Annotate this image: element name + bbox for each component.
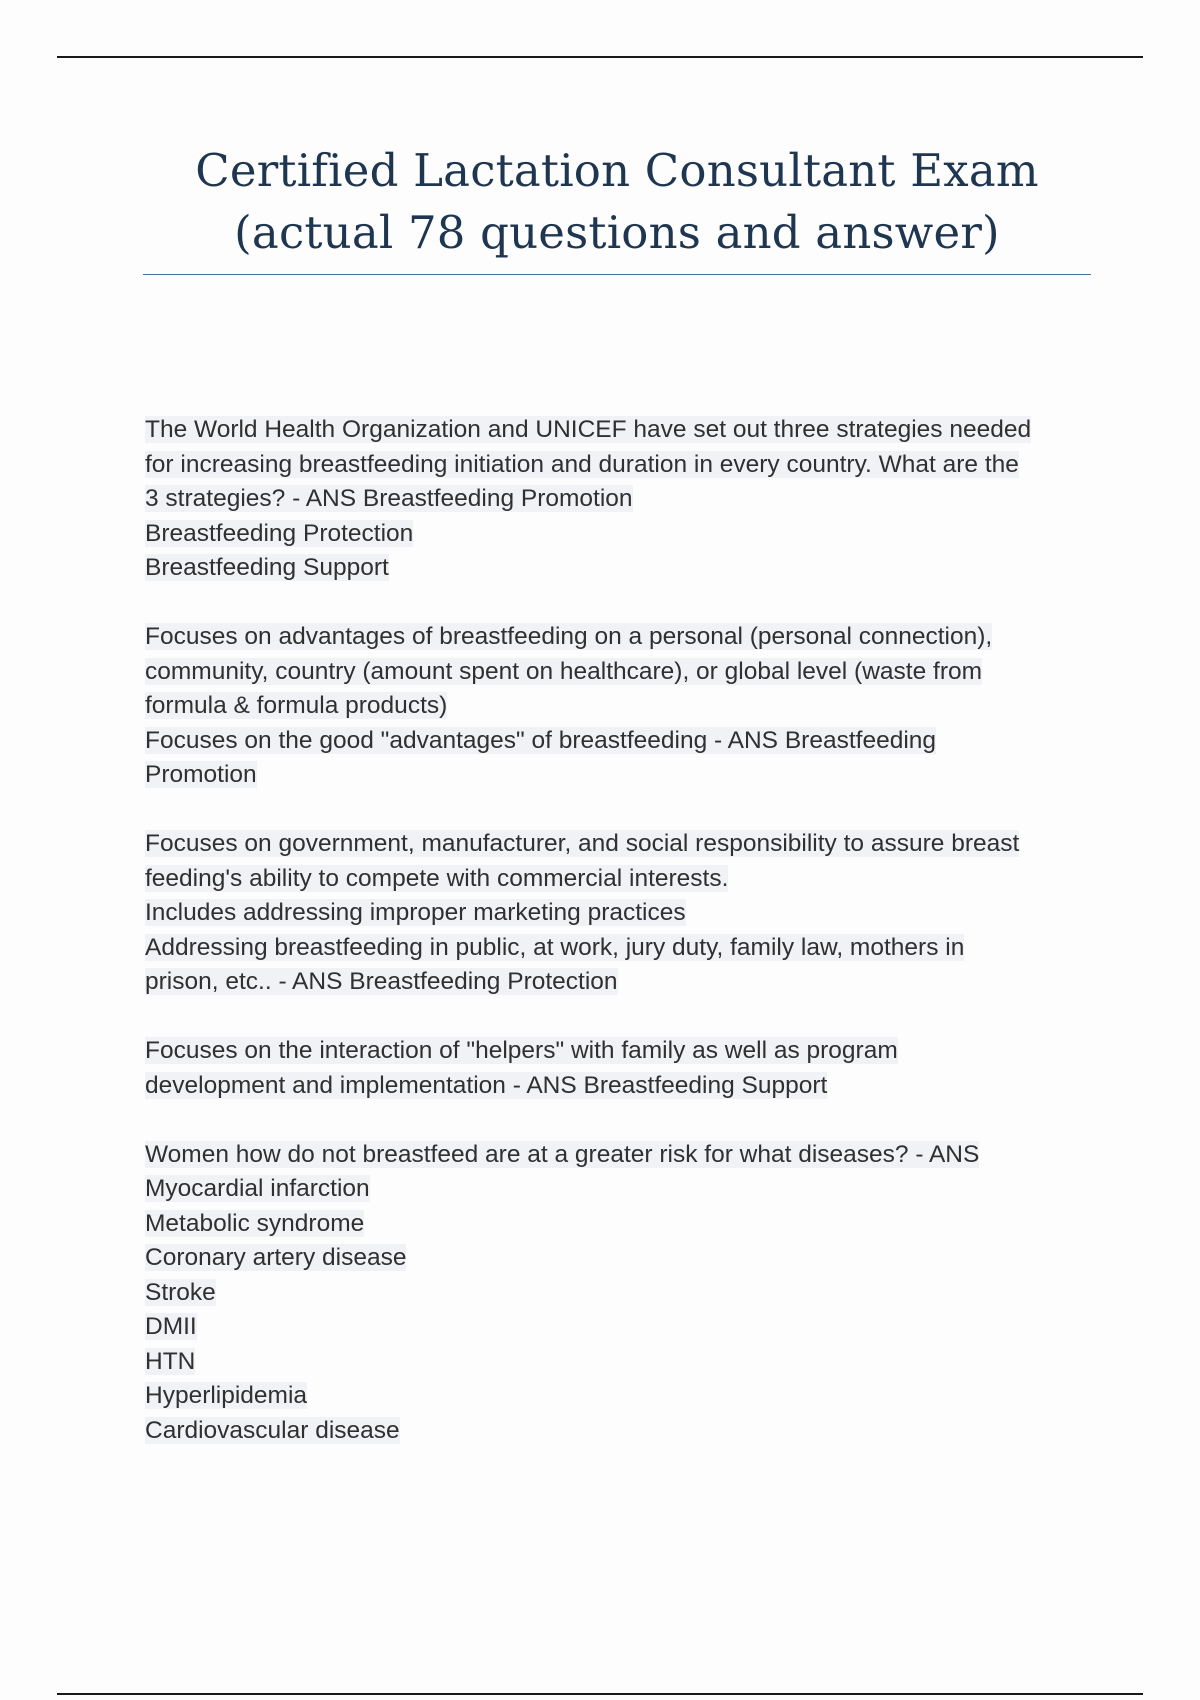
- text-line: HTN: [145, 1347, 196, 1375]
- text-line: Focuses on government, manufacturer, and social responsibility to assure breast: [145, 830, 1020, 857]
- text-line: Focuses on the interaction of "helpers" with family as well as program: [145, 1037, 898, 1064]
- text-line: Hyperlipidemia: [145, 1382, 308, 1409]
- text-line: Promotion: [145, 761, 257, 788]
- text-line: Cardiovascular disease: [145, 1416, 400, 1444]
- text-line: formula & formula products): [145, 692, 448, 719]
- text-line: Breastfeeding Protection: [145, 519, 414, 547]
- text-line: Breastfeeding Support: [145, 554, 389, 581]
- footer-rule: [57, 1693, 1143, 1695]
- qa-block-1: [145, 413, 1105, 586]
- text-line: The World Health Organization and UNICEF have set out three strategies needed: [145, 416, 1032, 443]
- page-title: [143, 140, 1091, 275]
- text-line: community, country (amount spent on healthcare), or global level (waste from: [145, 657, 983, 685]
- text-line: Focuses on the good "advantages" of breastfeeding - ANS Breastfeeding: [145, 726, 937, 754]
- text-line: for increasing breastfeeding initiation and duration in every country. What are the: [145, 450, 1019, 478]
- text-line: Focuses on advantages of breastfeeding on a personal (personal connection),: [145, 623, 993, 650]
- text-line: prison, etc.. - ANS Breastfeeding Protection: [145, 968, 618, 995]
- title-line: Certified Lactation Consultant Exam: [195, 144, 1039, 197]
- text-line: DMII: [145, 1313, 197, 1340]
- text-line: 3 strategies? - ANS Breastfeeding Promotion: [145, 485, 633, 512]
- text-line: Women how do not breastfeed are at a greater risk for what diseases? - ANS: [145, 1140, 980, 1168]
- qa-block-4: [145, 1034, 1105, 1103]
- text-line: feeding's ability to compete with commercial interests.: [145, 864, 729, 892]
- text-line: Stroke: [145, 1278, 216, 1306]
- text-line: Includes addressing improper marketing practices: [145, 899, 686, 926]
- text-line: development and implementation - ANS Breastfeeding Support: [145, 1071, 828, 1099]
- text-line: Addressing breastfeeding in public, at work, jury duty, family law, mothers in: [145, 933, 965, 961]
- text-line: Coronary artery disease: [145, 1244, 407, 1271]
- qa-block-3: [145, 827, 1105, 1000]
- text-line: Metabolic syndrome: [145, 1209, 365, 1237]
- header-rule: [57, 56, 1143, 58]
- title-line: (actual 78 questions and answer): [234, 206, 1000, 259]
- qa-block-5: [145, 1138, 1105, 1449]
- text-line: Myocardial infarction: [145, 1175, 370, 1202]
- document-body: [145, 413, 1105, 1483]
- qa-block-2: [145, 620, 1105, 793]
